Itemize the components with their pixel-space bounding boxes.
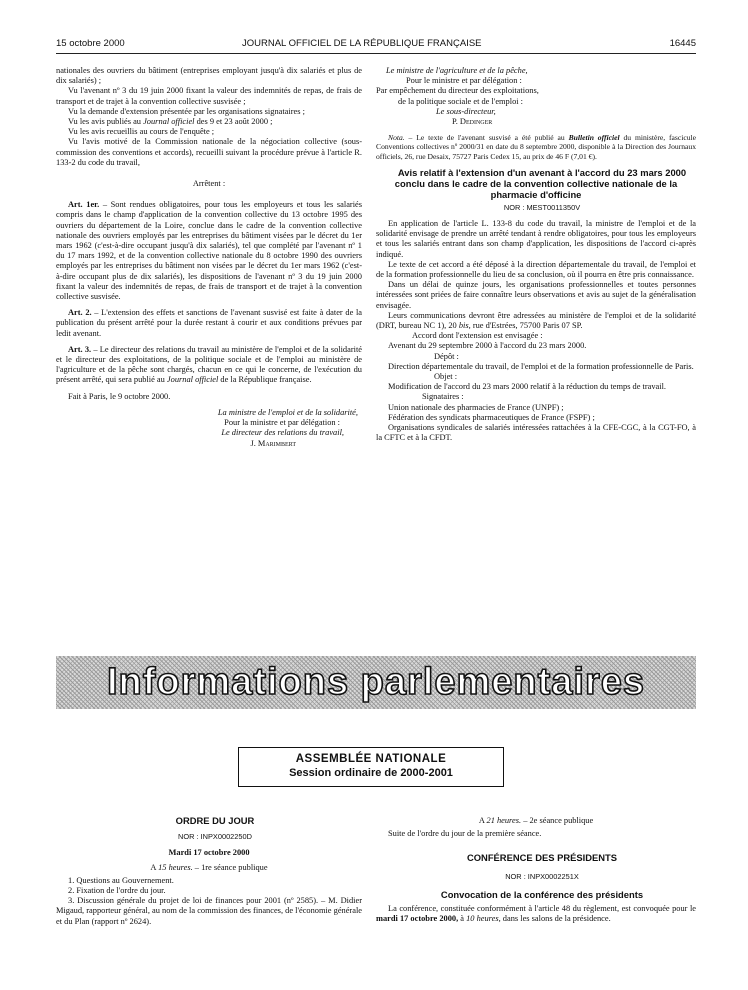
signature-direction: de la politique sociale et de l'emploi : [398, 96, 524, 106]
conference-subtitle: Convocation de la conférence des présidents [440, 888, 644, 900]
paragraph: Modification de l'accord du 23 mars 2000 relatif à la réduction du temps de travail. [388, 382, 667, 392]
list-item: 2. Fixation de l'ordre du jour. [68, 886, 166, 896]
right-column [376, 66, 696, 444]
signature-name: P. Dedinger [452, 117, 493, 127]
header-rule [56, 53, 696, 54]
conference-column [376, 816, 696, 924]
nor-code: NOR : MEST0011350V [503, 202, 581, 212]
ordre-title: ORDRE DU JOUR [175, 815, 255, 826]
seance-1: A 15 heures. – 1re séance publique [150, 862, 268, 872]
session-title: Session ordinaire de 2000-2001 [289, 767, 453, 779]
nor-code: NOR : INPX0002250D [178, 832, 252, 842]
seance-2: A 21 heures. – 2e séance publique [478, 816, 594, 825]
signature-role: Le directeur des relations du travail, [221, 428, 344, 438]
paragraph: Direction départementale du travail, de l'emploi et de la formation professionnelle de Paris. [388, 361, 694, 371]
header-date: 15 octobre 2000 [56, 38, 125, 49]
page-header [56, 38, 696, 52]
paragraph: En application de l'article L. 133-8 du code du travail, la ministre de l'emploi et de la solidarité envisage de prendre un arrêté tendant à rendre obligatoires, pour tous les employeurs et tous les salariés entrant dans son champ d'application, les dispositions de l'accord ci-après indiqué. [376, 219, 696, 259]
paragraph: Fédération des syndicats pharmaceutiques de France (FSPF) ; [388, 412, 595, 422]
signature-delegation: Pour le ministre et par délégation : [406, 76, 522, 86]
label: Accord dont l'extension est envisagée : [412, 331, 543, 341]
paragraph: Avenant du 29 septembre 2000 à l'accord du 23 mars 2000. [388, 341, 587, 351]
article-3: Art. 3. – Le directeur des relations du travail au ministère de l'emploi et de la solidarité et le directeur des exploitations, de la politique sociale et de l'emploi au ministère de l'agriculture et de la pêche sont chargés, chacun en ce qui le concerne, de l'exécution du présent arrêté, qui sera publié au Journal officiel de la République française. [56, 344, 362, 385]
paragraph: Le texte de cet accord a été déposé à la direction départementale du travail, de l'emploi et de la formation professionnelle du lieu de sa conclusion, où il pourra en être pris connaissance. [376, 259, 696, 280]
assemblee-title: ASSEMBLÉE NATIONALE [295, 753, 447, 765]
fait-a-paris: Fait à Paris, le 9 octobre 2000. [68, 391, 171, 401]
signature-delegation: Pour la ministre et par délégation : [224, 418, 340, 428]
session-date: Mardi 17 octobre 2000 [168, 848, 250, 858]
signature-name: J. Marimbert [250, 438, 296, 448]
paragraph: nationales des ouvriers du bâtiment (entreprises employant jusqu'à dix salariés et plus de dix salariés) ; [56, 66, 362, 86]
section-banner [56, 656, 696, 709]
paragraph: Suite de l'ordre du jour de la première séance. [388, 829, 542, 839]
paragraph: Vu l'avis motivé de la Commission nationale de la négociation collective (sous-commission des conventions et accords), recueilli suivant la procédure prévue à l'article R. 133-2 du code du travail, [56, 137, 362, 167]
conference-title: CONFÉRENCE DES PRÉSIDENTS [466, 852, 618, 864]
paragraph: La conférence, constituée conformément à l'article 48 du règlement, est convoquée pour le mardi 17 octobre 2000, à 10 heures, dans les salons de la présidence. [376, 904, 696, 924]
paragraph: Dans un délai de quinze jours, les organisations professionnelles et toutes personnes intéressées sont priées de faire connaître leurs observations et avis au sujet de la généralisation envisagée. [376, 280, 696, 310]
nor-code: NOR : INPX0002251X [505, 871, 579, 881]
page-number: 16445 [669, 38, 696, 49]
label: Signataires : [422, 392, 464, 402]
banner-title: Informations parlementaires [106, 661, 646, 703]
ordre-du-jour-column [56, 816, 362, 927]
assemblee-box [238, 747, 504, 787]
paragraph: Vu les avis recueillis au cours de l'enquête ; [68, 127, 215, 137]
signature-title: Le ministre de l'agriculture et de la pêche, [386, 66, 528, 75]
avis-title: Avis relatif à l'extension d'un avenant à l'accord du 23 mars 2000 conclu dans le cadre de la convention collective nationale de la pharmacie d'officine [394, 166, 687, 200]
article-2: Art. 2. – L'extension des effets et sanctions de l'avenant susvisé est faite à dater de la publication du présent arrêté pour la durée restant à courir et aux conditions prévues par ledit avenant. [56, 308, 362, 338]
journal-title: JOURNAL OFFICIEL DE LA RÉPUBLIQUE FRANÇAISE [242, 38, 482, 49]
signature-impediment: Par empêchement du directeur des exploitations, [376, 86, 539, 96]
list-item: 3. Discussion générale du projet de loi de finances pour 2001 (nº 2585). – M. Didier Migaud, rapporteur général, au nom de la commission des finances, de l'économie générale et du Plan (rapport nº 2624). [56, 896, 362, 926]
paragraph: Vu les avis publiés au Journal officiel des 9 et 23 août 2000 ; [68, 117, 273, 127]
label: Dépôt : [434, 351, 459, 361]
paragraph: Vu la demande d'extension présentée par les organisations signataires ; [68, 106, 305, 116]
paragraph: Vu l'avenant nº 3 du 19 juin 2000 fixant la valeur des indemnités de repas, de frais de transport et de trajet à la convention collective susvisée ; [56, 86, 362, 106]
arretent-heading: Arrêtent : [192, 179, 226, 189]
signature-role: Le sous-directeur, [436, 106, 496, 116]
left-column [56, 66, 362, 449]
list-item: 1. Questions au Gouvernement. [68, 875, 174, 885]
label: Objet : [434, 372, 458, 382]
paragraph: Union nationale des pharmacies de France (UNPF) ; [388, 402, 564, 412]
nota: Nota. – Le texte de l'avenant susvisé a été publié au Bulletin officiel du ministère, fascicule Conventions collectives nº 2000/31 en date du 8 septembre 2000, disponible à la Direction des Journaux officiels, 26, rue Desaix, 75727 Paris Cedex 15, au prix de 46 F (7,01 €). [376, 133, 696, 161]
paragraph: Organisations syndicales de salariés intéressées rattachées à la CFE-CGC, à la CGT-FO, à la CFTC et à la CFDT. [376, 423, 696, 443]
paragraph: Leurs communications devront être adressées au ministère de l'emploi et de la solidarité (DRT, bureau NC 1), 20 bis, rue d'Estrées, 75700 Paris 07 SP. [376, 310, 696, 331]
signature-title: La ministre de l'emploi et de la solidarité, [217, 407, 358, 417]
article-1: Art. 1er. – Sont rendues obligatoires, pour tous les employeurs et tous les salariés compris dans le champ d'application de la convention collective du 13 octobre 1995 des ouvriers du département de la Loire, conclue dans le cadre de la convention collective nationale des ouvriers employés par les entreprises du bâtiment visées par le décret du 1er mars 1962 (c'est-à-dire occupant jusqu'à dix salariés), tel que complété par l'avenant nº 1 du 17 mars 1992, et de la convention collective nationale du 8 octobre 1990 des ouvriers employés par les entreprises du bâtiment non visées par le décret du 1er mars 1962 (c'est-à-dire occupant plus de dix salariés), les dispositions de l'avenant nº 3 du 19 juin 2000 fixant la valeur des indemnités de repas, de frais de transport et de trajet à la convention collective susvisée. [56, 200, 362, 302]
